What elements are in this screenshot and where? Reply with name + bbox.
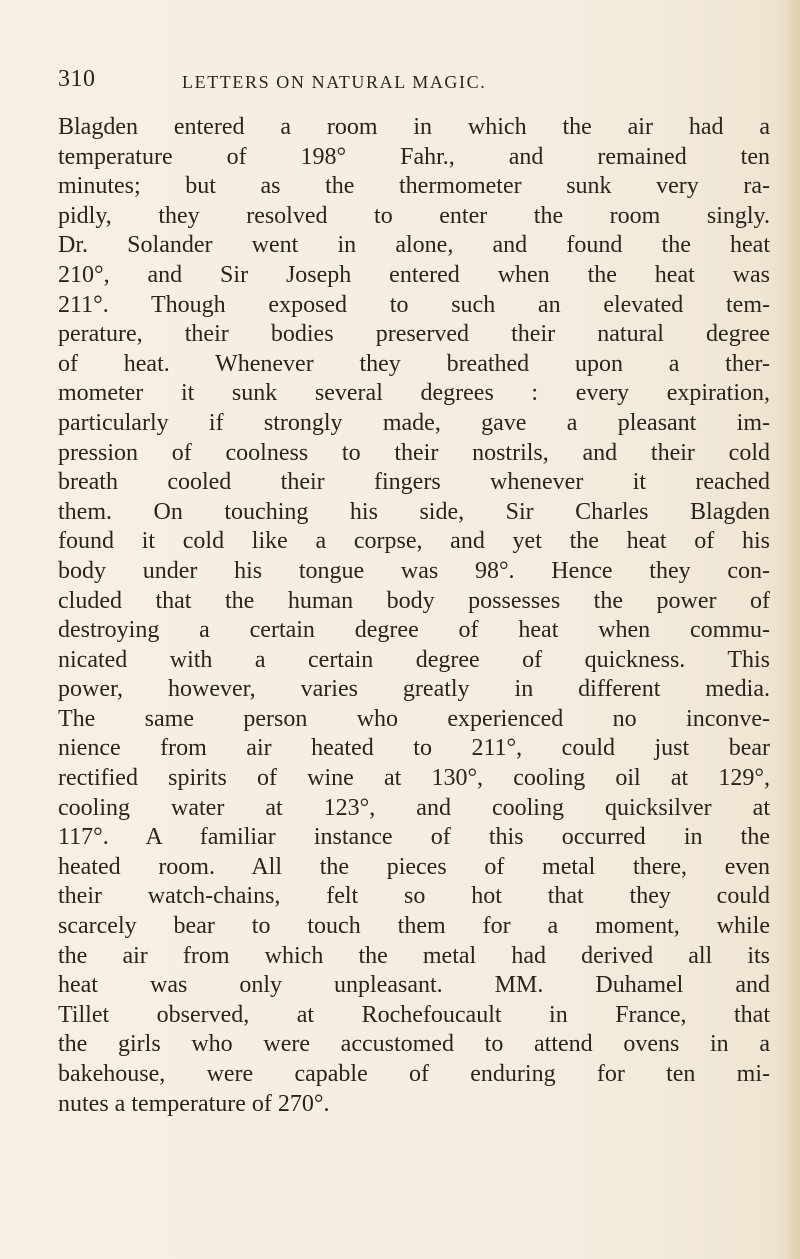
text-line: pidly, they resolved to enter the room singly. [58, 202, 770, 229]
text-line: cooling water at 123°, and cooling quicksilver at [58, 794, 770, 821]
text-line: rectified spirits of wine at 130°, cooling oil at 129°, [58, 765, 770, 792]
text-line: temperature of 198° Fahr., and remained ten [58, 143, 770, 170]
text-line: body under his tongue was 98°. Hence they con- [58, 557, 770, 584]
text-line: 210°, and Sir Joseph entered when the heat was [58, 261, 770, 288]
text-line: nicated with a certain degree of quickness. This [58, 646, 770, 673]
text-line: minutes; but as the thermometer sunk very ra- [58, 173, 770, 200]
body-text [58, 113, 770, 1119]
text-line: their watch-chains, felt so hot that they could [58, 883, 770, 910]
text-line-last: nutes a temperature of 270°. [58, 1090, 330, 1117]
text-line: power, however, varies greatly in different media. [58, 676, 770, 703]
text-line: particularly if strongly made, gave a pleasant im- [58, 409, 770, 436]
text-line: 211°. Though exposed to such an elevated tem- [58, 291, 770, 318]
text-line: heat was only unpleasant. MM. Duhamel and [58, 972, 770, 999]
page-edge-shadow [782, 0, 800, 1259]
text-line: Tillet observed, at Rochefoucault in France, that [58, 1001, 770, 1028]
text-line: 117°. A familiar instance of this occurred in the [58, 824, 770, 851]
text-line: scarcely bear to touch them for a moment, while [58, 913, 770, 940]
text-line: perature, their bodies preserved their natural degree [58, 321, 770, 348]
text-line: nience from air heated to 211°, could just bear [58, 735, 770, 762]
text-line: them. On touching his side, Sir Charles Blagden [58, 498, 770, 525]
text-line: of heat. Whenever they breathed upon a ther- [58, 350, 770, 377]
text-line: pression of coolness to their nostrils, and their cold [58, 439, 770, 466]
text-line: Blagden entered a room in which the air had a [58, 114, 770, 140]
text-line: mometer it sunk several degrees : every expiration, [58, 380, 770, 407]
page-header [58, 66, 758, 98]
text-line: heated room. All the pieces of metal there, even [58, 853, 770, 880]
running-head: LETTERS ON NATURAL MAGIC. [182, 72, 487, 92]
text-line: cluded that the human body possesses the power of [58, 587, 770, 614]
page-number: 310 [58, 66, 96, 92]
text-line: The same person who experienced no inconve- [58, 705, 770, 732]
text-line: Dr. Solander went in alone, and found the heat [58, 232, 770, 259]
text-line: found it cold like a corpse, and yet the heat of his [58, 528, 770, 555]
text-line: the air from which the metal had derived all its [58, 942, 770, 969]
text-line: breath cooled their fingers whenever it reached [58, 469, 770, 496]
text-line: bakehouse, were capable of enduring for ten mi- [58, 1061, 770, 1087]
text-line: destroying a certain degree of heat when commu- [58, 617, 770, 644]
text-line: the girls who were accustomed to attend ovens in a [58, 1031, 770, 1058]
